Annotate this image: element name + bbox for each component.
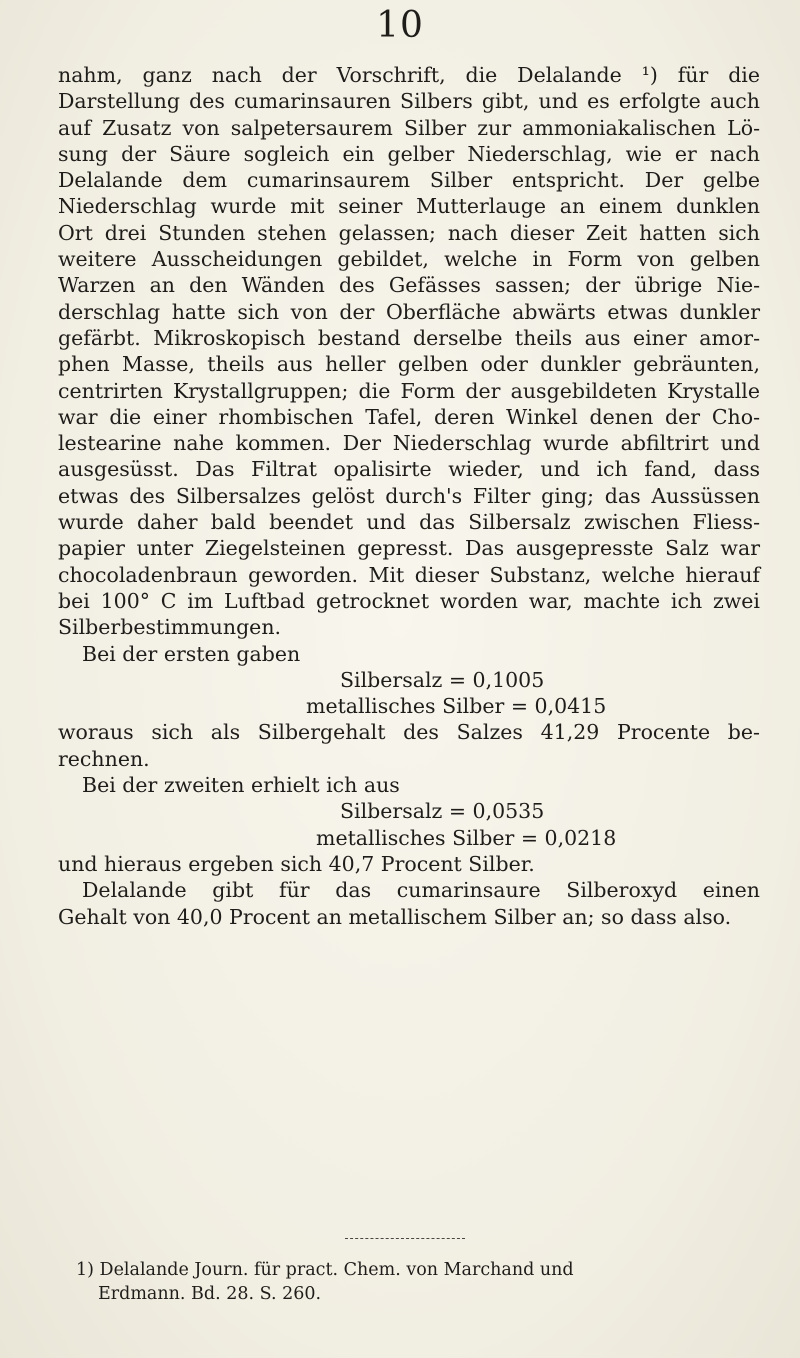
text-line: nahm, ganz nach der Vorschrift, die Delalande ¹) für die [58, 63, 760, 87]
text-line: etwas des Silbersalzes gelöst durch's Filter ging; das Aussüssen [58, 483, 760, 508]
first-silbersalz-label: Silbersalz [340, 667, 443, 692]
text-line: Ort drei Stunden stehen gelassen; nach dieser Zeit hatten sich [58, 220, 760, 245]
text-line: phen Masse, theils aus heller gelben oder dunkler gebräunten, [58, 352, 760, 377]
footnote-divider [345, 1238, 465, 1239]
second-silbersalz-value: = 0,0535 [448, 799, 545, 824]
text-line: lestearine nahe kommen. Der Niederschlag wurde abfiltrirt und [58, 431, 760, 456]
second-silbersalz-label: Silbersalz [340, 799, 443, 824]
text-line: wurde daher bald beendet und das Silbersalz zwischen Fliess- [58, 510, 760, 535]
second-silber-label: metallisches Silber [316, 825, 515, 850]
text-line: centrirten Krystallgruppen; die Form der ausgebildeten Krystalle [58, 378, 760, 403]
footnote-text: Delalande Journ. für pract. Chem. von Marchand und [99, 1260, 574, 1280]
text-line: Warzen an den Wänden des Gefässes sassen; der übrige Nie- [58, 273, 760, 298]
footnote-line-2: Erdmann. Bd. 28. S. 260. [98, 1284, 322, 1304]
text-line: chocoladenbraun geworden. Mit dieser Substanz, welche hierauf [58, 562, 760, 587]
footnote-marker: 1) [76, 1260, 94, 1280]
closing-line: Delalande gibt für das cumarinsaure Silberoxyd einen [82, 878, 760, 903]
text-line: war die einer rhombischen Tafel, deren Winkel denen der Cho- [58, 404, 760, 429]
text-line: derschlag hatte sich von der Oberfläche abwärts etwas dunkler [58, 299, 760, 324]
first-silber-value: = 0,0415 [510, 694, 607, 719]
text-line: Darstellung des cumarinsauren Silbers gibt, und es erfolgte auch [58, 89, 760, 114]
closing-line: Gehalt von 40,0 Procent an metallischem Silber an; so dass also. [58, 904, 732, 929]
first-silbersalz-row [58, 667, 760, 693]
second-analysis-intro: Bei der zweiten erhielt ich aus [82, 773, 400, 798]
first-result-line: woraus sich als Silbergehalt des Salzes 41,29 Procente be- [58, 720, 760, 745]
text-line: gefärbt. Mikroskopisch bestand derselbe theils aus einer amor- [58, 325, 760, 350]
text-line: bei 100° C im Luftbad getrocknet worden war, machte ich zwei [58, 588, 760, 613]
second-silbersalz-row [58, 798, 760, 824]
text-line: ausgesüsst. Das Filtrat opalisirte wieder, und ich fand, dass [58, 457, 760, 482]
second-silber-value: = 0,0218 [520, 825, 617, 850]
body-text [58, 62, 760, 930]
text-line: weitere Ausscheidungen gebildet, welche in Form von gelben [58, 247, 760, 272]
text-line: Delalande dem cumarinsaurem Silber entspricht. Der gelbe [58, 168, 760, 193]
first-silbersalz-value: = 0,1005 [448, 667, 545, 692]
text-line: Silberbestimmungen. [58, 615, 282, 640]
first-analysis-intro: Bei der ersten gaben [82, 641, 301, 666]
second-silber-row [58, 825, 760, 851]
second-result-line: und hieraus ergeben sich 40,7 Procent Silber. [58, 851, 535, 876]
page-number: 10 [376, 5, 424, 46]
text-line: sung der Säure sogleich ein gelber Niederschlag, wie er nach [58, 141, 760, 166]
text-line: papier unter Ziegelsteinen gepresst. Das ausgepresste Salz war [58, 536, 760, 561]
footnote-line-1 [76, 1258, 766, 1282]
text-line: auf Zusatz von salpetersaurem Silber zur ammoniakalischen Lö- [58, 115, 760, 140]
footnote [76, 1258, 766, 1306]
text-line: Niederschlag wurde mit seiner Mutterlauge an einem dunklen [58, 194, 760, 219]
first-result-line: rechnen. [58, 746, 150, 771]
first-silber-row [58, 693, 760, 719]
first-silber-label: metallisches Silber [306, 694, 505, 719]
